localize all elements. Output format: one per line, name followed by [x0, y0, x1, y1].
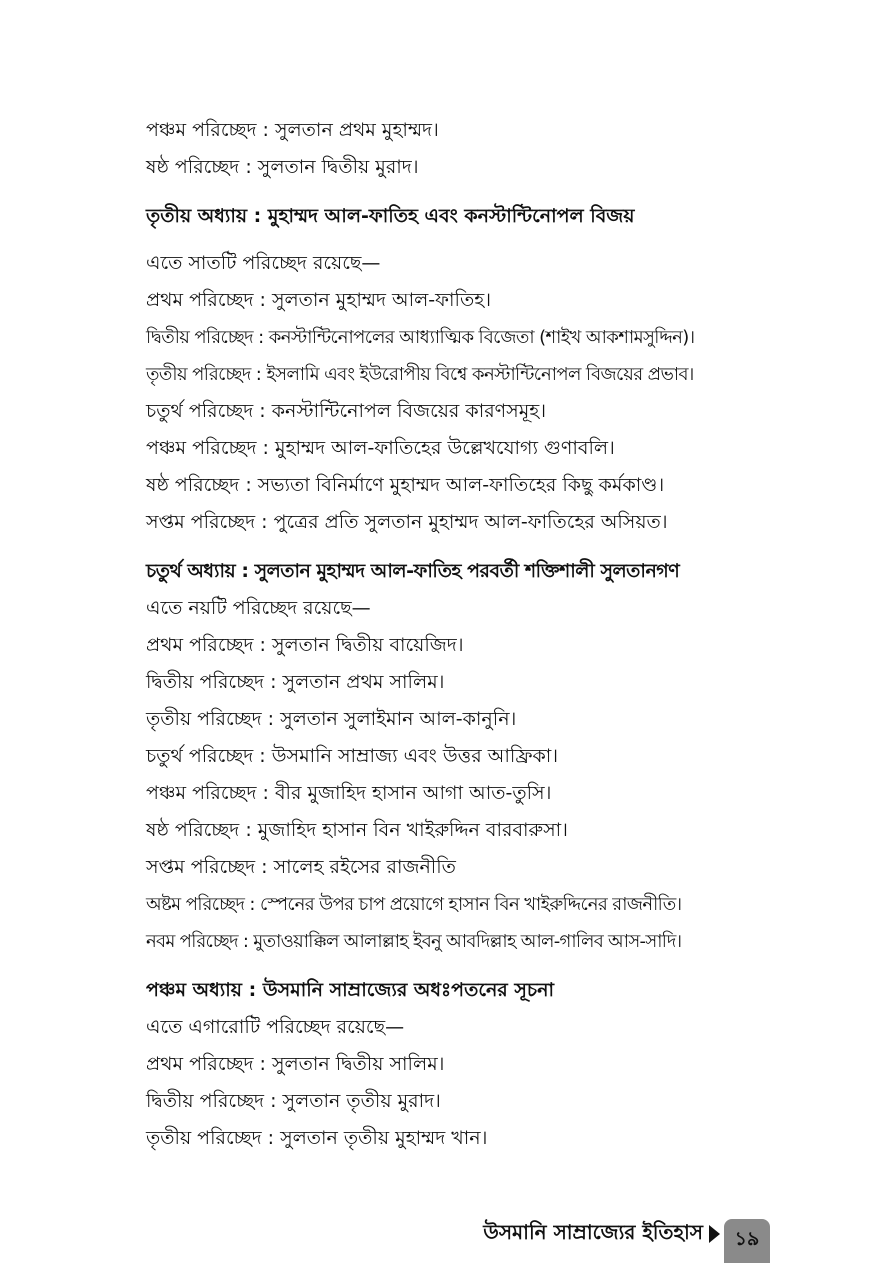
section-text: সালেহ রইসের রাজনীতি	[273, 856, 456, 878]
chapter-heading	[146, 198, 726, 235]
section-text: সুলতান সুলাইমান আল-কানুনি।	[280, 708, 517, 730]
toc-line	[146, 467, 726, 504]
section-label: প্রথম পরিচ্ছেদ :	[146, 1053, 272, 1075]
chapter-label: পঞ্চম অধ্যায় :	[146, 979, 263, 1001]
section-text: সুলতান তৃতীয় মুহাম্মদ খান।	[280, 1127, 488, 1149]
toc-line	[146, 149, 726, 186]
toc-line	[146, 282, 726, 319]
page-number: ১৯	[724, 1219, 770, 1263]
section-label: দ্বিতীয় পরিচ্ছেদ :	[146, 671, 283, 693]
section-text: মুহাম্মদ আল-ফাতিহের উল্লেখযোগ্য গুণাবলি।	[274, 437, 615, 459]
section-label: চতুর্থ পরিচ্ছেদ :	[146, 745, 272, 767]
chapter-label: চতুর্থ অধ্যায় :	[146, 560, 255, 582]
running-title: উসমানি সাম্রাজ্যের ইতিহাস	[483, 1219, 703, 1244]
toc-line	[146, 775, 726, 812]
section-label: পঞ্চম পরিচ্ছেদ :	[146, 782, 275, 804]
toc-line	[146, 664, 726, 701]
chapter-title: উসমানি সাম্রাজ্যের অধঃপতনের সূচনা	[262, 979, 555, 1001]
section-label: ষষ্ঠ পরিচ্ছেদ :	[146, 819, 258, 841]
section-text: সুলতান দ্বিতীয় বায়েজিদ।	[271, 634, 464, 656]
toc-line	[146, 1046, 726, 1083]
section-text: সুলতান দ্বিতীয় মুরাদ।	[257, 156, 419, 178]
chapter-label: তৃতীয় অধ্যায় :	[146, 205, 268, 227]
chapter-intro: এতে সাতটি পরিচ্ছেদ রয়েছে—	[146, 252, 381, 274]
toc-line	[146, 886, 726, 923]
section-text: সুলতান মুহাম্মদ আল-ফাতিহ।	[271, 289, 492, 311]
section-label: চতুর্থ পরিচ্ছেদ :	[146, 400, 272, 422]
chapter-title: মুহাম্মদ আল-ফাতিহ এবং কনস্টান্টিনোপল বিজয়	[267, 205, 635, 227]
section-text: স্পেনের উপর চাপ প্রয়োগে হাসান বিন খাইরুদ্দিনের রাজনীতি।	[260, 894, 682, 915]
toc-line	[146, 738, 726, 775]
section-text: সুলতান তৃতীয় মুরাদ।	[282, 1090, 441, 1112]
toc-line	[146, 319, 726, 356]
toc-content	[146, 112, 726, 1157]
toc-line	[146, 112, 726, 149]
toc-line	[146, 1083, 726, 1120]
section-label: অষ্টম পরিচ্ছেদ :	[146, 894, 261, 915]
chapter-heading	[146, 972, 726, 1009]
chapter-title: সুলতান মুহাম্মদ আল-ফাতিহ পরবর্তী শক্তিশালী সুলতানগণ	[254, 560, 680, 582]
section-label: তৃতীয় পরিচ্ছেদ :	[146, 1127, 281, 1149]
section-text: মুতাওয়াক্কিল আলাল্লাহ ইবনু আবদিল্লাহ আল-গালিব আস-সাদি।	[253, 931, 682, 952]
toc-line	[146, 701, 726, 738]
section-label: ষষ্ঠ পরিচ্ছেদ :	[146, 156, 258, 178]
section-label: দ্বিতীয় পরিচ্ছেদ :	[146, 1090, 283, 1112]
section-label: ষষ্ঠ পরিচ্ছেদ :	[146, 474, 258, 496]
section-label: দ্বিতীয় পরিচ্ছেদ :	[146, 327, 269, 348]
toc-line	[146, 849, 726, 886]
section-label: প্রথম পরিচ্ছেদ :	[146, 634, 272, 656]
toc-line	[146, 627, 726, 664]
section-text: সুলতান প্রথম মুহাম্মদ।	[274, 119, 439, 141]
chapter-heading	[146, 553, 726, 590]
toc-line	[146, 356, 726, 393]
section-label: সপ্তম পরিচ্ছেদ :	[146, 511, 274, 533]
section-label: নবম পরিচ্ছেদ :	[146, 931, 254, 952]
section-label: পঞ্চম পরিচ্ছেদ :	[146, 119, 275, 141]
section-label: পঞ্চম পরিচ্ছেদ :	[146, 437, 275, 459]
section-text: কনস্টান্টিনোপলের আধ্যাত্মিক বিজেতা (শাইখ আকশামসুদ্দিন)।	[268, 327, 695, 348]
section-label: প্রথম পরিচ্ছেদ :	[146, 289, 272, 311]
page-footer	[483, 1214, 770, 1254]
section-text: সভ্যতা বিনির্মাণে মুহাম্মদ আল-ফাতিহের কিছু কর্মকাণ্ড।	[257, 474, 665, 496]
section-label: তৃতীয় পরিচ্ছেদ :	[146, 364, 267, 385]
toc-line	[146, 1120, 726, 1157]
toc-line	[146, 812, 726, 849]
section-text: উসমানি সাম্রাজ্য এবং উত্তর আফ্রিকা।	[271, 745, 559, 767]
toc-line	[146, 393, 726, 430]
section-text: মুজাহিদ হাসান বিন খাইরুদ্দিন বারবারুসা।	[257, 819, 568, 841]
section-text: সুলতান প্রথম সালিম।	[282, 671, 445, 693]
section-text: পুত্রের প্রতি সুলতান মুহাম্মদ আল-ফাতিহের অসিয়ত।	[273, 511, 668, 533]
section-text: কনস্টান্টিনোপল বিজয়ের কারণসমূহ।	[271, 400, 547, 422]
section-label: তৃতীয় পরিচ্ছেদ :	[146, 708, 281, 730]
toc-line	[146, 504, 726, 541]
toc-line	[146, 430, 726, 467]
toc-line	[146, 923, 726, 960]
section-text: সুলতান দ্বিতীয় সালিম।	[271, 1053, 445, 1075]
section-label: সপ্তম পরিচ্ছেদ :	[146, 856, 274, 878]
section-text: বীর মুজাহিদ হাসান আগা আত-তুসি।	[274, 782, 552, 804]
chapter-intro: এতে এগারোটি পরিচ্ছেদ রয়েছে—	[146, 1016, 405, 1038]
chapter-intro: এতে নয়টি পরিচ্ছেদ রয়েছে—	[146, 597, 371, 619]
section-text: ইসলামি এবং ইউরোপীয় বিশ্বে কনস্টান্টিনোপল বিজয়ের প্রভাব।	[266, 364, 694, 385]
triangle-right-icon	[709, 1225, 720, 1243]
